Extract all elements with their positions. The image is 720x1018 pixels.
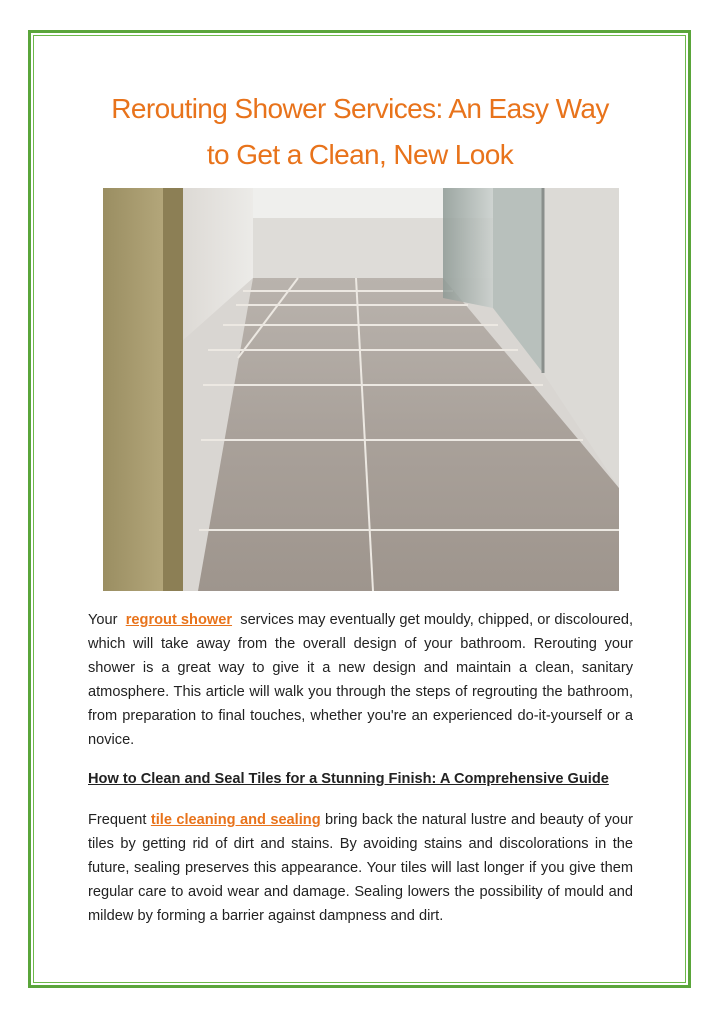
tile-cleaning-sealing-link[interactable]: tile cleaning and sealing (150, 812, 321, 828)
tile-cleaning-paragraph (88, 808, 633, 928)
section-heading: How to Clean and Seal Tiles for a Stunning Finish: A Comprehensive Guide (88, 771, 609, 787)
tile-text-before: Frequent (88, 812, 147, 828)
bathroom-floor-photo (103, 188, 619, 591)
tile-text-after: bring back the natural lustre and beauty of your tiles by getting rid of dirt and stains. By avoiding stains and discolorations in the future, sealing preserves this appearance. Your tiles will last longer if you give them regular care to avoid wear and damage. Sealing lowers the possibility of mould and mildew by forming a barrier against dampness and dirt. (88, 812, 633, 924)
page-title (60, 86, 660, 178)
title-line-1: Rerouting Shower Services: An Easy Way (111, 93, 609, 124)
title-line-2: to Get a Clean, New Look (206, 139, 514, 170)
intro-text-before: Your (88, 612, 118, 628)
intro-paragraph (88, 608, 633, 752)
regrout-shower-link[interactable]: regrout shower (125, 612, 233, 628)
intro-text-after: services may eventually get mouldy, chipped, or discoloured, which will take away from the overall design of your bathroom. Rerouting your shower is a great way to give it a new design and maintain a clean, sanitary atmosphere. This article will walk you through the steps of regrouting the bathroom, from preparation to final touches, whether you're an experienced do-it-yourself or a novice. (88, 612, 634, 748)
